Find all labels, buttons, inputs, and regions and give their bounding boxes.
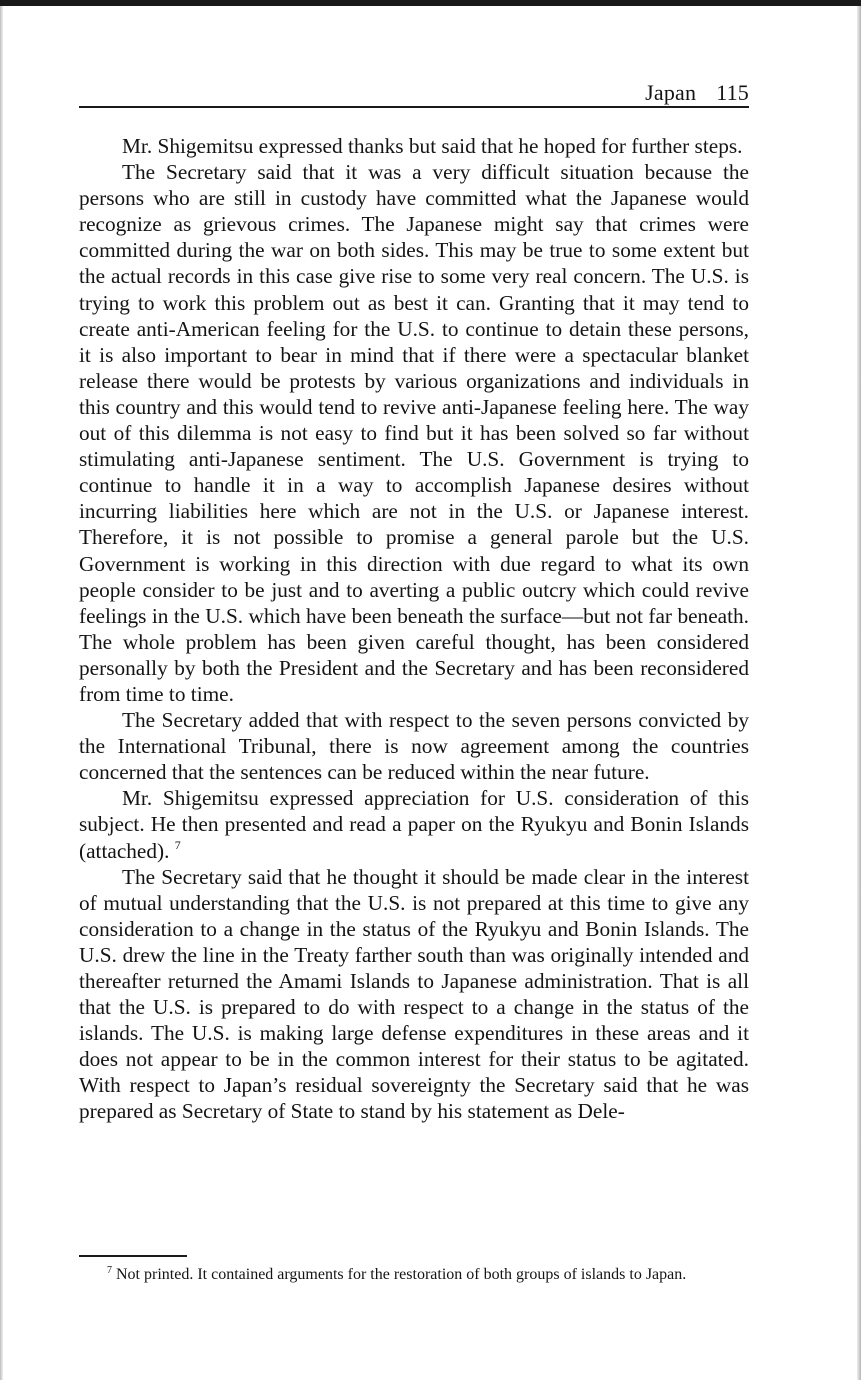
page-number: 115 [716, 80, 749, 105]
page-right-edge [857, 6, 861, 1380]
footnote-reference: 7 [174, 837, 181, 852]
paragraph-2: The Secretary said that it was a very difficult situation because the persons who are still in custody have committed what the Japanese would recognize as grievous crimes. The Japanese might say that crimes were committed during the war on both sides. This may be true to some extent but the actual records in this case give rise to some very real concern. The U.S. is trying to work this problem out as best it can. Granting that it may tend to create anti-American feeling for the U.S. to continue to detain these persons, it is also important to bear in mind that if there were a spectacular blanket release there would be protests by various organizations and individuals in this country and this would tend to revive anti-Japanese feeling here. The way out of this dilemma is not easy to find but it has been solved so far without stimulating anti-Japanese sentiment. The U.S. Government is trying to continue to handle it in a way to accomplish Japanese desires without incurring liabilities here which are not in the U.S. or Japanese interest. Therefore, it is not possible to promise a general parole but the U.S. Government is working in this direction with due regard to what its own people consider to be just and to averting a public outcry which could revive feelings in the U.S. which have been beneath the surface—but not far beneath. The whole problem has been given careful thought, has been considered personally by both the President and the Secretary and has been reconsidered from time to time. [79, 160, 749, 706]
footnote [79, 1265, 749, 1285]
footnote-text: Not printed. It contained arguments for the restoration of both groups of islands to Japan. [116, 1266, 687, 1283]
paragraph-3: The Secretary added that with respect to the seven persons convicted by the International Tribunal, there is now agreement among the countries concerned that the sentences can be reduced within the near future. [79, 708, 749, 785]
running-head [79, 80, 749, 106]
body-text [79, 133, 749, 1125]
footnote-marker: 7 [107, 1265, 112, 1276]
page-left-edge [0, 6, 3, 1380]
footnote-rule [79, 1255, 187, 1257]
paragraph-4-text: Mr. Shigemitsu expressed appreciation for U.S. consideration of this subject. He then presented and read a paper on the Ryukyu and Bonin Islands (attached). [79, 786, 749, 863]
paragraph-1: Mr. Shigemitsu expressed thanks but said that he hoped for further steps. [122, 134, 743, 158]
page-top-edge [0, 0, 861, 6]
paragraph-4 [79, 785, 749, 863]
header-rule [79, 106, 749, 108]
running-head-title: Japan [645, 80, 697, 105]
paragraph-5: The Secretary said that he thought it should be made clear in the interest of mutual understanding that the U.S. is not prepared at this time to give any consideration to a change in the status of the Ryukyu and Bonin Islands. The U.S. drew the line in the Treaty farther south than was originally intended and thereafter returned the Amami Islands to Japanese administration. That is all that the U.S. is prepared to do with respect to a change in the status of the islands. The U.S. is making large defense expenditures in these areas and it does not appear to be in the common interest for their status to be agitated. With respect to Japan’s residual sovereignty the Secretary said that he was prepared as Secretary of State to stand by his statement as Dele- [79, 864, 749, 1124]
